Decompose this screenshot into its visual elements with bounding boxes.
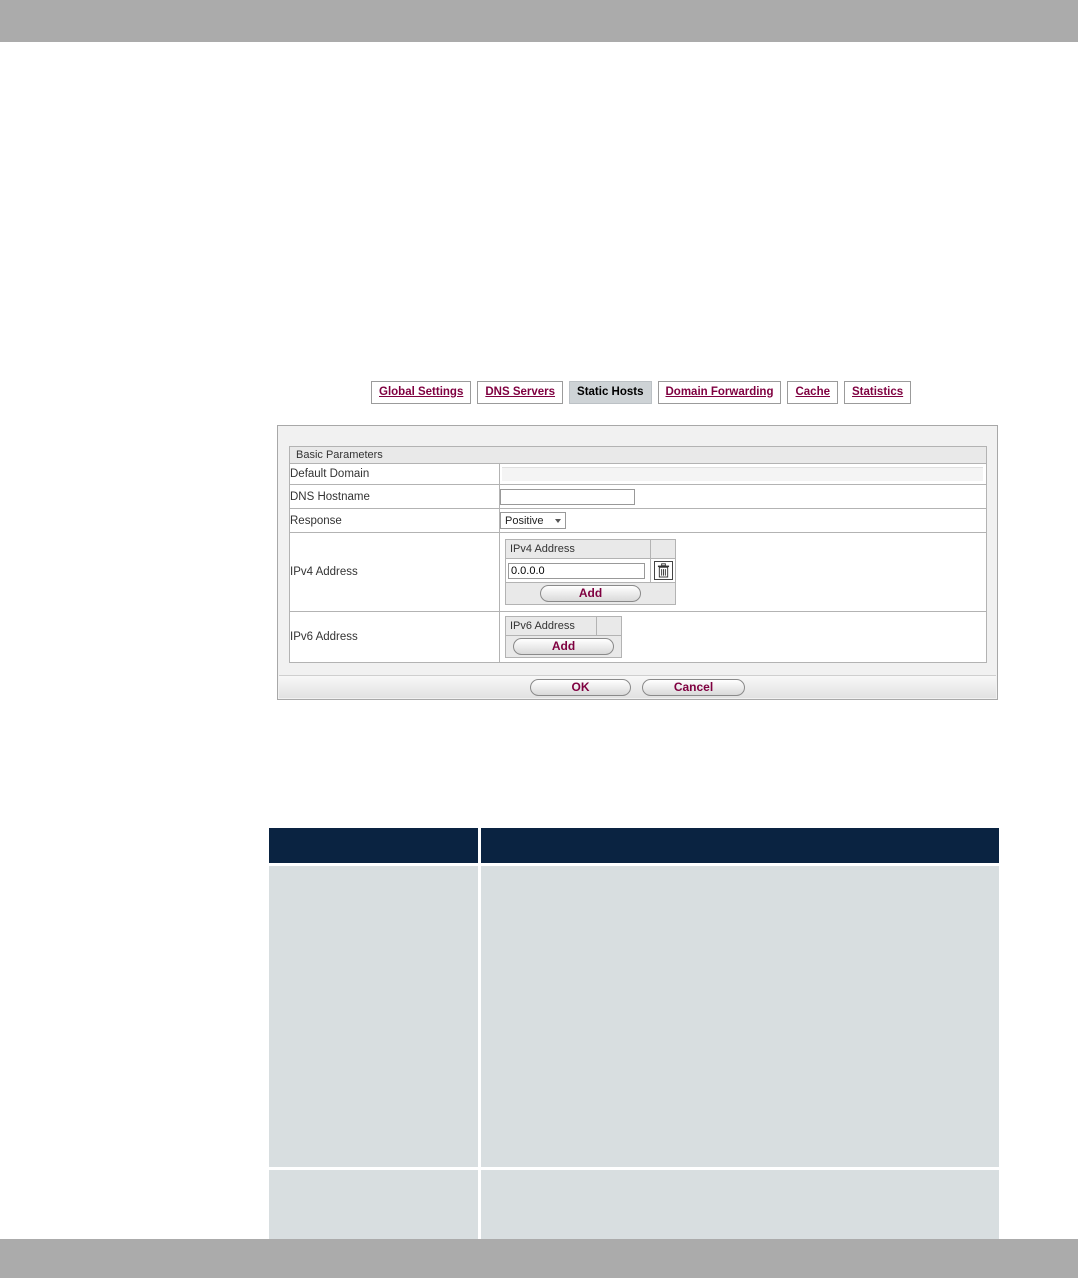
description-table-header-cell [269, 828, 478, 863]
ipv6-list-header-extra [597, 617, 622, 636]
default-domain-value-cell [500, 464, 987, 485]
ipv4-add-button[interactable]: Add [540, 585, 641, 602]
basic-parameters-table [289, 446, 987, 663]
ipv4-list-header: IPv4 Address [506, 540, 651, 559]
row-ipv6-address [290, 612, 987, 663]
form-button-bar [279, 675, 996, 698]
response-select-value: Positive [505, 514, 544, 527]
row-dns-hostname [290, 485, 987, 509]
ipv6-address-label: IPv6 Address [290, 612, 500, 663]
ipv4-list-header-row [506, 540, 676, 559]
ipv4-address-value-cell [500, 533, 987, 612]
section-header-row [290, 447, 987, 464]
ipv6-address-value-cell [500, 612, 987, 663]
description-table-cell [269, 866, 478, 1167]
dns-hostname-label: DNS Hostname [290, 485, 500, 509]
description-table-cell [481, 866, 999, 1167]
response-label: Response [290, 509, 500, 533]
ipv6-list-header: IPv6 Address [506, 617, 597, 636]
description-table-cell [481, 1170, 999, 1239]
default-domain-readonly-field [502, 467, 983, 481]
tab-global-settings[interactable]: Global Settings [371, 381, 471, 404]
ipv4-list-entry-row [506, 559, 676, 583]
tab-domain-forwarding[interactable]: Domain Forwarding [658, 381, 782, 404]
cancel-button[interactable]: Cancel [642, 679, 745, 696]
ipv4-entry-cell [506, 559, 651, 583]
ipv6-list-header-row [506, 617, 622, 636]
default-domain-label: Default Domain [290, 464, 500, 485]
row-response [290, 509, 987, 533]
ipv4-add-cell [506, 583, 676, 605]
ipv4-address-label: IPv4 Address [290, 533, 500, 612]
chevron-down-icon [555, 519, 561, 523]
static-hosts-form-panel [277, 425, 998, 700]
tab-cache[interactable]: Cache [787, 381, 838, 404]
top-chrome-bar [0, 0, 1078, 42]
description-table [269, 828, 999, 1239]
response-select[interactable] [500, 512, 566, 529]
ipv6-add-row [506, 636, 622, 658]
ipv4-entry-delete-cell [651, 559, 676, 583]
dns-tab-bar [371, 381, 911, 404]
dns-hostname-input[interactable] [500, 489, 635, 505]
section-title: Basic Parameters [290, 447, 987, 464]
ipv4-address-list-widget [505, 539, 676, 605]
row-default-domain [290, 464, 987, 485]
response-value-cell [500, 509, 987, 533]
ok-button[interactable]: OK [530, 679, 631, 696]
ipv4-address-input[interactable] [508, 563, 645, 579]
trash-icon[interactable] [654, 561, 673, 580]
description-table-cell [269, 1170, 478, 1239]
dns-hostname-value-cell [500, 485, 987, 509]
tab-dns-servers[interactable]: DNS Servers [477, 381, 563, 404]
description-table-header-cell [481, 828, 999, 863]
ipv6-add-button[interactable]: Add [513, 638, 614, 655]
ipv6-add-cell [506, 636, 622, 658]
tab-statistics[interactable]: Statistics [844, 381, 911, 404]
bottom-chrome-bar [0, 1239, 1078, 1278]
ipv6-address-list-widget [505, 616, 622, 658]
ipv4-list-header-extra [651, 540, 676, 559]
row-ipv4-address [290, 533, 987, 612]
ipv4-add-row [506, 583, 676, 605]
tab-static-hosts[interactable]: Static Hosts [569, 381, 651, 404]
